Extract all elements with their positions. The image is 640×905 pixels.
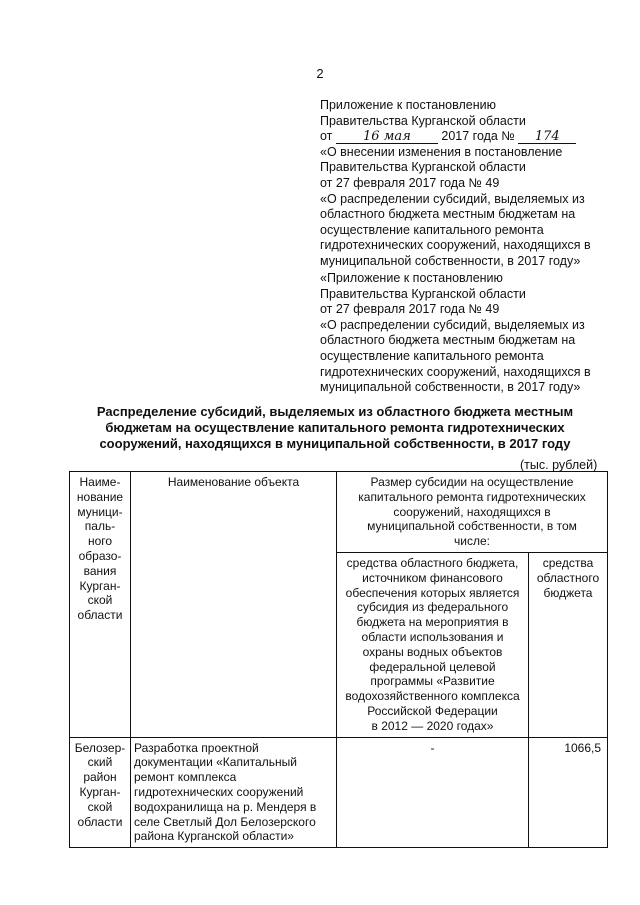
header-text-line: паль- [84,519,116,534]
subsidy-table [69,471,608,848]
appendix-amendment [320,145,620,270]
header-text-line: программы «Развитие [370,674,495,689]
cell-federal-value: - [337,737,529,848]
appendix-line: областного бюджета местным бюджетам на [320,333,576,348]
header-text-line: образо- [78,548,122,563]
cell-text-line: водохранилища на р. Мендеря в [134,799,317,814]
table-header-row [70,472,608,553]
appendix-header [320,98,620,270]
table-row [70,737,608,848]
header-text-line: области использования и [361,629,504,644]
appendix-line: осуществление капитального ремонта [320,222,544,237]
cell-regional-value: 1066,5 [529,737,608,848]
header-text-line: охраны водных объектов [362,644,503,659]
cell-text-line: гидротехнических сооружений [134,784,304,799]
appendix-line: областного бюджета местным бюджетам на [320,207,576,222]
header-text-line: источником финансового [362,570,503,585]
title-line: бюджетам на осуществление капитального ремонта гидротехнических [105,420,565,435]
cell-text-line: Разработка проектной [134,740,259,755]
header-text-line: средства [542,555,594,570]
date-prefix: от [320,129,333,144]
cell-text-line: документации «Капитальный [134,755,297,770]
header-text-line: областного [536,570,600,585]
header-municipality [70,472,131,738]
header-text-line: муниципальной собственности, в том [367,519,577,534]
header-text-line: ного [87,534,113,549]
appendix-line: муниципальной собственности, в 2017 году» [320,380,581,395]
appendix-line: Правительства Курганской области [320,160,526,175]
header-text-line: сооружений, находящихся в [393,504,551,519]
appendix-line: от 27 февраля 2017 года № 49 [320,175,500,190]
header-text-line: водохозяйственного комплекса [345,689,520,704]
header-text-line: обеспечения которых является [345,585,520,600]
appendix-line: от 27 февраля 2017 года № 49 [320,302,500,317]
cell-text-line: район [83,770,117,785]
appendix-date-line [320,129,620,145]
header-text-line: бюджета [543,585,593,600]
appendix-line: «О внесении изменения в постановление [320,144,563,159]
title-line: сооружений, находящихся в муниципальной собственности, в 2017 году [99,436,571,451]
appendix-line: гидротехнических сооружений, находящихся в [320,238,591,253]
appendix-line: Правительства Курганской области [320,286,526,301]
appendix-original-header [320,271,620,396]
header-text-line: субсидия из федерального [356,600,509,615]
header-regional-funds [529,552,608,737]
cell-text-line: ремонт комплекса [134,770,237,785]
header-text-line: бюджета на мероприятия в [356,615,509,630]
appendix-line: Правительства Курганской области [320,113,526,128]
header-subsidy-size [337,472,608,553]
appendix-line: осуществление капитального ремонта [320,348,544,363]
cell-text-line: Курган- [79,784,121,799]
header-text-line: вания [83,563,117,578]
cell-text-line: селе Светлый Дол Белозерского [134,814,316,829]
cell-text-line: ский [87,755,113,770]
header-text-line: Курган- [79,578,121,593]
document-title [60,404,610,452]
appendix-line: Приложение к постановлению [320,98,496,112]
header-text-line: Размер субсидии на осуществление [370,475,574,489]
cell-text-line: района Курганской области» [134,829,294,844]
header-text-line: ской [87,593,113,608]
cell-object [131,737,337,848]
appendix-line: «О распределении субсидий, выделяемых из [320,317,585,332]
cell-text-line: области [77,814,123,829]
appendix-line: «Приложение к постановлению [320,271,503,285]
appendix-line: гидротехнических сооружений, находящихся в [320,364,591,379]
header-text-line: средства областного бюджета, [346,555,519,570]
page-number: 2 [316,66,324,81]
header-object [131,472,337,738]
units-label: (тыс. рублей) [520,458,598,472]
header-text-line: муници- [77,504,123,519]
header-text-line: Российской Федерации [367,703,498,718]
date-suffix: 2017 года № [441,129,515,144]
header-text-line: числе: [454,534,490,549]
header-text-line: Наименование объекта [167,475,300,489]
appendix-line: муниципальной собственности, в 2017 году» [320,253,581,268]
header-text-line: области [77,608,123,623]
title-line: Распределение субсидий, выделяемых из областного бюджета местным [96,404,574,419]
header-text-line: в 2012 — 2020 годах» [371,718,494,733]
appendix-line: «О распределении субсидий, выделяемых из [320,191,585,206]
cell-text-line: Белозер- [74,740,126,755]
cell-text-line: ской [87,799,113,814]
cell-municipality [70,737,131,848]
handwritten-number: 174 [518,130,576,144]
header-text-line: Наиме- [79,475,121,489]
header-federal-funds [337,552,529,737]
header-text-line: капитального ремонта гидротехнических [358,489,586,504]
header-text-line: нование [76,489,124,504]
handwritten-date: 16 мая [336,130,438,144]
header-text-line: федеральной целевой [369,659,496,674]
